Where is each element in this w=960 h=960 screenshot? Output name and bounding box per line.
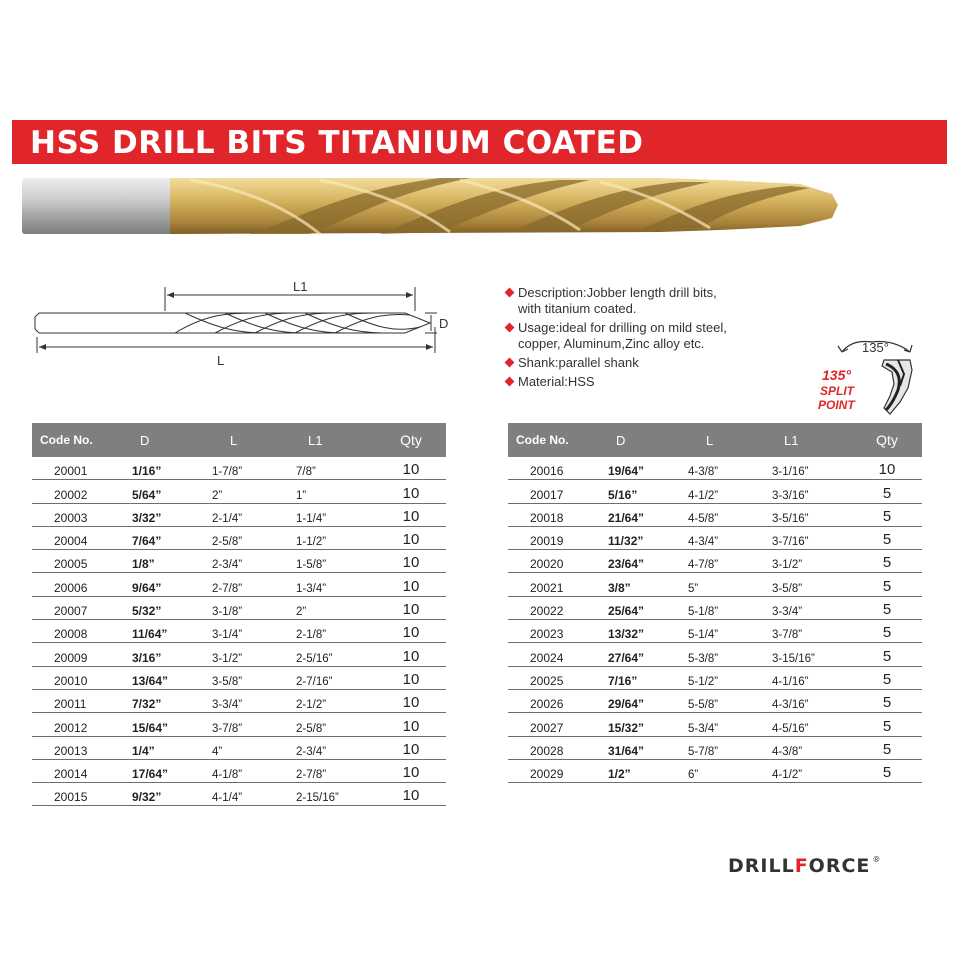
length-cell: 2-5/8” bbox=[212, 536, 243, 549]
qty-cell: 5 bbox=[882, 764, 892, 782]
code-cell: 20005 bbox=[54, 557, 88, 572]
flute-length-cell: 4-1/2” bbox=[772, 769, 803, 782]
code-cell: 20023 bbox=[530, 627, 564, 642]
table-row bbox=[32, 690, 446, 713]
header-qty: Qty bbox=[400, 432, 422, 448]
qty-cell: 5 bbox=[882, 740, 892, 758]
qty-cell: 10 bbox=[402, 717, 420, 735]
table-row bbox=[508, 667, 922, 690]
dimension-diagram bbox=[25, 275, 465, 375]
qty-cell: 10 bbox=[878, 461, 896, 479]
diamond-bullet-icon bbox=[505, 323, 515, 333]
diameter-cell: 15/32” bbox=[608, 720, 645, 735]
code-cell: 20004 bbox=[54, 534, 88, 549]
length-cell: 5” bbox=[688, 582, 699, 595]
code-cell: 20009 bbox=[54, 650, 88, 665]
table-row bbox=[508, 597, 922, 620]
diameter-cell: 3/32” bbox=[132, 510, 162, 525]
table-row bbox=[508, 504, 922, 527]
flute-length-cell: 4-5/16” bbox=[772, 722, 809, 735]
flute-length-cell: 2-5/8” bbox=[296, 722, 327, 735]
table-row bbox=[32, 457, 446, 480]
qty-cell: 10 bbox=[402, 764, 420, 782]
drill-bit-image bbox=[20, 170, 850, 240]
diameter-cell: 23/64” bbox=[608, 557, 645, 572]
code-cell: 20029 bbox=[530, 767, 564, 782]
diameter-cell: 19/64” bbox=[608, 464, 645, 479]
code-cell: 20016 bbox=[530, 464, 564, 479]
flute-length-cell: 4-3/16” bbox=[772, 699, 809, 712]
header-d: D bbox=[140, 432, 150, 448]
d-label: D bbox=[439, 316, 449, 331]
qty-cell: 10 bbox=[402, 647, 420, 665]
length-cell: 5-5/8” bbox=[688, 699, 719, 712]
spec-material: Material:HSS bbox=[505, 374, 785, 390]
code-cell: 20021 bbox=[530, 580, 564, 595]
length-cell: 3-1/4” bbox=[212, 629, 243, 642]
qty-cell: 10 bbox=[402, 694, 420, 712]
size-table-right bbox=[508, 423, 922, 783]
diameter-cell: 5/32” bbox=[132, 604, 162, 619]
qty-cell: 10 bbox=[402, 787, 420, 805]
code-cell: 20006 bbox=[54, 580, 88, 595]
flute-length-cell: 2” bbox=[296, 606, 307, 619]
flute-length-cell: 3-7/16” bbox=[772, 536, 809, 549]
diameter-cell: 9/64” bbox=[132, 580, 162, 595]
table-header bbox=[508, 423, 922, 457]
qty-cell: 5 bbox=[882, 624, 892, 642]
code-cell: 20012 bbox=[54, 720, 88, 735]
qty-cell: 5 bbox=[882, 507, 892, 525]
length-cell: 5-1/2” bbox=[688, 675, 719, 688]
flute-length-cell: 3-7/8” bbox=[772, 629, 803, 642]
qty-cell: 10 bbox=[402, 554, 420, 572]
diameter-cell: 5/64” bbox=[132, 487, 162, 502]
split-angle-label: 135° bbox=[862, 340, 889, 355]
flute-length-cell: 1-1/4” bbox=[296, 512, 327, 525]
diameter-cell: 3/16” bbox=[132, 650, 162, 665]
qty-cell: 5 bbox=[882, 554, 892, 572]
diameter-cell: 5/16” bbox=[608, 487, 638, 502]
qty-cell: 5 bbox=[882, 694, 892, 712]
qty-cell: 5 bbox=[882, 670, 892, 688]
length-cell: 3-3/4” bbox=[212, 699, 243, 712]
split-point-icon bbox=[812, 330, 932, 425]
table-row bbox=[32, 620, 446, 643]
length-cell: 3-5/8” bbox=[212, 675, 243, 688]
length-cell: 2-1/4” bbox=[212, 512, 243, 525]
qty-cell: 10 bbox=[402, 740, 420, 758]
brand-logo: DRILLFORCE ® bbox=[728, 855, 882, 877]
code-cell: 20022 bbox=[530, 604, 564, 619]
flute-length-cell: 1-1/2” bbox=[296, 536, 327, 549]
table-row bbox=[32, 667, 446, 690]
diameter-cell: 13/32” bbox=[608, 627, 645, 642]
diameter-cell: 1/4” bbox=[132, 743, 155, 758]
table-row bbox=[508, 760, 922, 783]
code-cell: 20002 bbox=[54, 487, 88, 502]
flute-length-cell: 4-1/16” bbox=[772, 675, 809, 688]
table-row bbox=[32, 550, 446, 573]
header-qty: Qty bbox=[876, 432, 898, 448]
length-cell: 4-3/8” bbox=[688, 466, 719, 479]
table-row bbox=[32, 504, 446, 527]
length-cell: 4” bbox=[212, 745, 223, 758]
table-row bbox=[508, 643, 922, 666]
flute-length-cell: 4-3/8” bbox=[772, 745, 803, 758]
table-row bbox=[32, 573, 446, 596]
flute-length-cell: 3-3/4” bbox=[772, 606, 803, 619]
qty-cell: 5 bbox=[882, 601, 892, 619]
table-row bbox=[508, 457, 922, 480]
flute-length-cell: 3-5/16” bbox=[772, 512, 809, 525]
qty-cell: 5 bbox=[882, 717, 892, 735]
diameter-cell: 1/16” bbox=[132, 464, 162, 479]
qty-cell: 10 bbox=[402, 531, 420, 549]
diameter-cell: 3/8” bbox=[608, 580, 631, 595]
page-title: HSS DRILL BITS TITANIUM COATED bbox=[30, 125, 644, 161]
length-cell: 2-3/4” bbox=[212, 559, 243, 572]
diameter-cell: 11/32” bbox=[608, 534, 644, 549]
flute-length-cell: 7/8” bbox=[296, 466, 316, 479]
spec-description: Description:Jobber length drill bits, with titanium coated. bbox=[505, 285, 785, 317]
length-cell: 5-1/8” bbox=[688, 606, 719, 619]
code-cell: 20017 bbox=[530, 487, 564, 502]
flute-length-cell: 3-5/8” bbox=[772, 582, 803, 595]
table-row bbox=[508, 527, 922, 550]
table-row bbox=[508, 737, 922, 760]
code-cell: 20011 bbox=[54, 697, 87, 712]
length-cell: 4-1/2” bbox=[688, 489, 719, 502]
header-code: Code No. bbox=[40, 433, 93, 447]
diameter-cell: 21/64” bbox=[608, 510, 645, 525]
spec-list bbox=[505, 285, 785, 393]
code-cell: 20008 bbox=[54, 627, 88, 642]
spec-usage: Usage:ideal for drilling on mild steel, copper, Aluminum,Zinc alloy etc. bbox=[505, 320, 785, 352]
code-cell: 20027 bbox=[530, 720, 564, 735]
code-cell: 20025 bbox=[530, 673, 564, 688]
table-row bbox=[508, 713, 922, 736]
flute-length-cell: 2-7/8” bbox=[296, 769, 327, 782]
split-point-angle-text: 135° bbox=[822, 367, 851, 383]
diamond-bullet-icon bbox=[505, 288, 515, 298]
split-point-split-text: SPLIT bbox=[820, 384, 855, 398]
diamond-bullet-icon bbox=[505, 377, 515, 387]
diameter-cell: 7/64” bbox=[132, 534, 162, 549]
split-point-point-text: POINT bbox=[818, 398, 855, 412]
code-cell: 20019 bbox=[530, 534, 564, 549]
length-cell: 4-5/8” bbox=[688, 512, 719, 525]
qty-cell: 5 bbox=[882, 531, 892, 549]
flute-length-cell: 2-15/16” bbox=[296, 792, 339, 805]
spec-shank: Shank:parallel shank bbox=[505, 355, 785, 371]
length-cell: 4-1/4” bbox=[212, 792, 243, 805]
header-d: D bbox=[616, 432, 626, 448]
flute-length-cell: 1-3/4” bbox=[296, 582, 327, 595]
size-table-left bbox=[32, 423, 446, 806]
table-row bbox=[508, 620, 922, 643]
flute-length-cell: 1” bbox=[296, 489, 307, 502]
qty-cell: 5 bbox=[882, 577, 892, 595]
code-cell: 20013 bbox=[54, 743, 88, 758]
diameter-cell: 1/8” bbox=[132, 557, 155, 572]
flute-length-cell: 3-15/16” bbox=[772, 652, 815, 665]
length-cell: 5-3/4” bbox=[688, 722, 719, 735]
qty-cell: 10 bbox=[402, 484, 420, 502]
table-row bbox=[32, 783, 446, 806]
diameter-cell: 17/64” bbox=[132, 767, 169, 782]
diameter-cell: 31/64” bbox=[608, 743, 645, 758]
l1-label: L1 bbox=[293, 279, 308, 294]
table-row bbox=[32, 643, 446, 666]
diameter-cell: 9/32” bbox=[132, 790, 162, 805]
table-row bbox=[32, 527, 446, 550]
l-label: L bbox=[217, 353, 225, 368]
qty-cell: 10 bbox=[402, 670, 420, 688]
length-cell: 6” bbox=[688, 769, 699, 782]
table-row bbox=[508, 480, 922, 503]
code-cell: 20015 bbox=[54, 790, 88, 805]
code-cell: 20014 bbox=[54, 767, 88, 782]
diameter-cell: 13/64” bbox=[132, 673, 169, 688]
length-cell: 3-1/8” bbox=[212, 606, 243, 619]
header-l1: L1 bbox=[784, 432, 799, 448]
diameter-cell: 1/2” bbox=[608, 767, 631, 782]
table-row bbox=[32, 713, 446, 736]
code-cell: 20020 bbox=[530, 557, 564, 572]
code-cell: 20010 bbox=[54, 673, 88, 688]
flute-length-cell: 3-1/16” bbox=[772, 466, 809, 479]
length-cell: 3-7/8” bbox=[212, 722, 243, 735]
table-row bbox=[32, 737, 446, 760]
header-l1: L1 bbox=[308, 432, 323, 448]
diameter-cell: 7/32” bbox=[132, 697, 162, 712]
code-cell: 20007 bbox=[54, 604, 88, 619]
table-row bbox=[508, 573, 922, 596]
code-cell: 20018 bbox=[530, 510, 564, 525]
length-cell: 1-7/8” bbox=[212, 466, 243, 479]
flute-length-cell: 3-1/2” bbox=[772, 559, 803, 572]
qty-cell: 5 bbox=[882, 484, 892, 502]
code-cell: 20026 bbox=[530, 697, 564, 712]
qty-cell: 10 bbox=[402, 577, 420, 595]
flute-length-cell: 2-1/8” bbox=[296, 629, 327, 642]
table-row bbox=[32, 597, 446, 620]
flute-length-cell: 2-3/4” bbox=[296, 745, 327, 758]
flute-length-cell: 2-7/16” bbox=[296, 675, 333, 688]
length-cell: 5-7/8” bbox=[688, 745, 719, 758]
header-code: Code No. bbox=[516, 433, 569, 447]
code-cell: 20003 bbox=[54, 510, 88, 525]
diameter-cell: 11/64” bbox=[132, 627, 168, 642]
length-cell: 4-1/8” bbox=[212, 769, 243, 782]
table-row bbox=[508, 550, 922, 573]
length-cell: 3-1/2” bbox=[212, 652, 243, 665]
header-l: L bbox=[230, 432, 238, 448]
table-row bbox=[32, 480, 446, 503]
diameter-cell: 27/64” bbox=[608, 650, 645, 665]
length-cell: 2-7/8” bbox=[212, 582, 243, 595]
qty-cell: 10 bbox=[402, 601, 420, 619]
qty-cell: 10 bbox=[402, 461, 420, 479]
code-cell: 20028 bbox=[530, 743, 564, 758]
flute-length-cell: 3-3/16” bbox=[772, 489, 809, 502]
diameter-cell: 25/64” bbox=[608, 604, 645, 619]
qty-cell: 10 bbox=[402, 624, 420, 642]
table-row bbox=[32, 760, 446, 783]
code-cell: 20001 bbox=[54, 464, 88, 479]
diameter-cell: 7/16” bbox=[608, 673, 638, 688]
table-header bbox=[32, 423, 446, 457]
code-cell: 20024 bbox=[530, 650, 564, 665]
length-cell: 4-3/4” bbox=[688, 536, 719, 549]
flute-length-cell: 1-5/8” bbox=[296, 559, 327, 572]
length-cell: 5-3/8” bbox=[688, 652, 719, 665]
qty-cell: 10 bbox=[402, 507, 420, 525]
diameter-cell: 29/64” bbox=[608, 697, 645, 712]
length-cell: 2” bbox=[212, 489, 223, 502]
table-row bbox=[508, 690, 922, 713]
diamond-bullet-icon bbox=[505, 358, 515, 368]
diameter-cell: 15/64” bbox=[132, 720, 169, 735]
length-cell: 5-1/4” bbox=[688, 629, 719, 642]
length-cell: 4-7/8” bbox=[688, 559, 719, 572]
flute-length-cell: 2-1/2” bbox=[296, 699, 327, 712]
qty-cell: 5 bbox=[882, 647, 892, 665]
flute-length-cell: 2-5/16” bbox=[296, 652, 333, 665]
header-l: L bbox=[706, 432, 714, 448]
